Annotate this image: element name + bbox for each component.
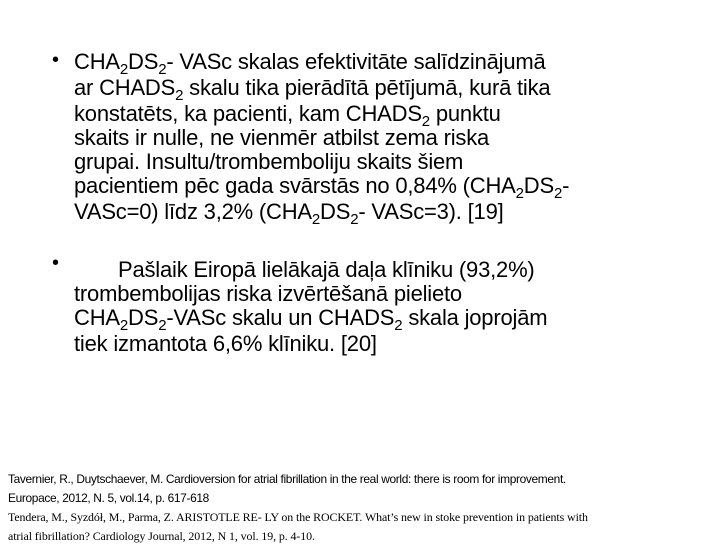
bullet-line: $CHA_2DS_2-$ VASc skalas efektivitāte salīdzinājumā xyxy=(74,49,546,78)
references xyxy=(8,470,720,546)
bullet-line: VASc=0) līdz 3,2% ($CHA_2DS_2-$ VASc=3). [19] xyxy=(74,199,504,228)
bullet-line: trombembolijas riska izvērtēšanā pielieto xyxy=(74,281,462,306)
bullet-line: grupai. Insultu/trombemboliju skaits šiem xyxy=(74,149,464,174)
reference-line: atrial fibrillation? Cardiology Journal, 2012, N 1, vol. 19, p. 4-10. xyxy=(8,529,315,543)
bullet-line: ar $CHADS_2$ skalu tika pierādītā pētījumā, kurā tika xyxy=(74,75,551,104)
reference-line: Europace, 2012, N. 5, vol.14, p. 617-618 xyxy=(8,491,209,505)
bullet-line: tiek izmantota 6,6% klīniku. [20] xyxy=(74,331,377,356)
bullet-line: konstatēts, ka pacienti, kam $CHADS_2$ punktu xyxy=(74,101,501,130)
bullet-line: Pašlaik Eiropā lielākajā daļa klīniku (93,2%) xyxy=(118,257,535,282)
bullet-line: skaits ir nulle, ne vienmēr atbilst zema riska xyxy=(74,125,490,150)
bullet-line: pacientiem pēc gada svārstās no 0,84% ($CHA_2DS_2-$ xyxy=(74,173,570,202)
reference-line: Tendera, M., Syzdół, M., Parma, Z. ARISTOTLE RE- LY on the ROCKET. What’s new in stoke prevention in patients with xyxy=(8,510,588,524)
bullet-line: $CHA_2DS_2$-VASc skalu un $CHADS_2$ skala joprojām xyxy=(74,305,548,334)
bullet-marker: • xyxy=(52,252,60,274)
bullet-marker: • xyxy=(52,49,60,71)
reference-line: Tavernier, R., Duytschaever, M. Cardioversion for atrial fibrillation in the real world: there is room for improvement. xyxy=(8,472,566,486)
